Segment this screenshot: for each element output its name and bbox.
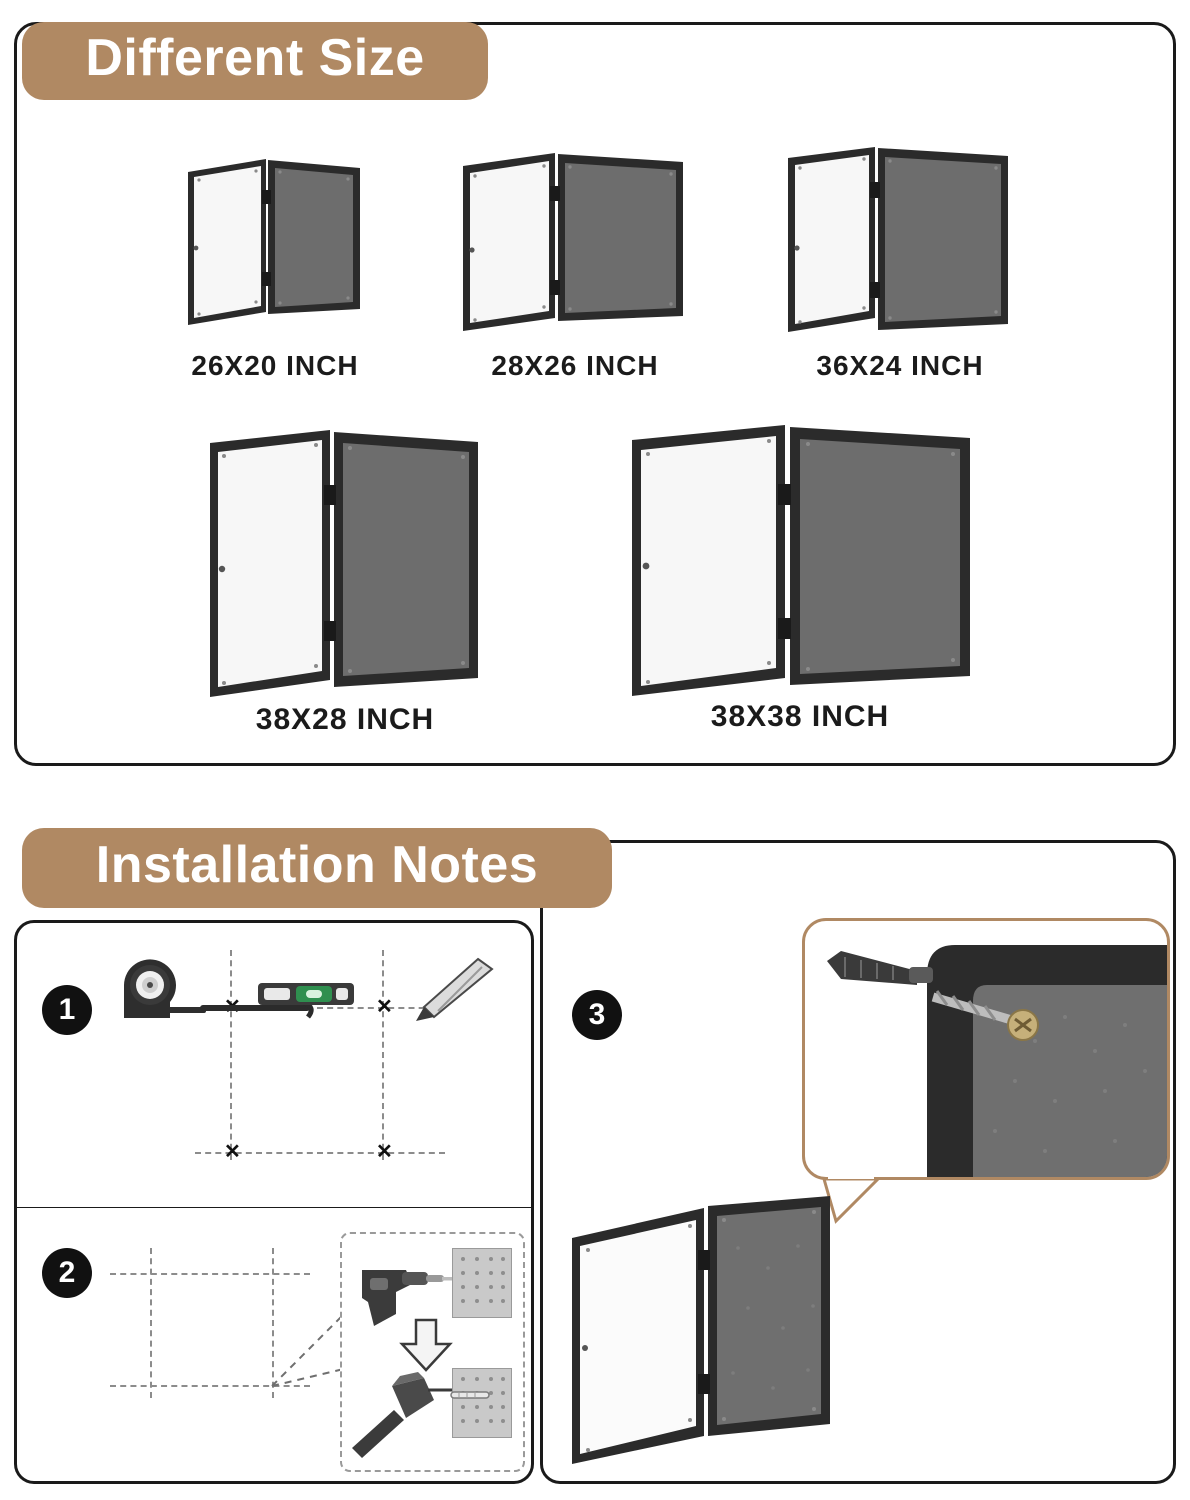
board-label-38x38: 38X38 INCH: [710, 700, 890, 733]
step-3-number: 3: [572, 990, 622, 1040]
step2-guide-vertical-left: [150, 1248, 152, 1398]
level-icon: [256, 975, 356, 1015]
wall-anchor-icon: [449, 1387, 493, 1403]
board-28x26-graphic: [455, 146, 695, 341]
board-26x20: [180, 152, 370, 381]
notice-board-graphic: [568, 1188, 848, 1478]
tape-measure-icon: [118, 955, 208, 1035]
board-36x24-graphic: [780, 142, 1020, 342]
step1-mark-bottom-right: ✕: [376, 1141, 393, 1163]
board-corner-icon: [805, 921, 1169, 1179]
section-title-different-size: Different Size: [22, 22, 488, 100]
board-label-28x26: 28X26 INCH: [491, 350, 659, 381]
different-size-panel: [14, 22, 1176, 766]
pencil-icon: [408, 955, 498, 1025]
step2-wall-swatch-drill: [452, 1248, 512, 1318]
board-28x26: [455, 146, 695, 381]
down-arrow-icon: [396, 1318, 456, 1374]
board-26x20-graphic: [180, 152, 370, 337]
board-36x24: [780, 142, 1020, 381]
board-38x28: [200, 425, 490, 736]
step2-guide-horizontal-top: [110, 1273, 310, 1275]
board-label-38x28: 38X28 INCH: [255, 703, 435, 736]
step2-wall-swatch-anchor: [452, 1368, 512, 1438]
board-label-36x24: 36X24 INCH: [816, 350, 984, 381]
step1-mark-top-right: ✕: [376, 996, 393, 1018]
step-1-number: 1: [42, 985, 92, 1035]
step-2-number: 2: [42, 1248, 92, 1298]
step1-guide-vertical-right: [382, 950, 384, 1160]
wall-anchor-icon: [827, 951, 933, 985]
step1-mark-bottom-left: ✕: [224, 1141, 241, 1163]
section-title-installation-notes: Installation Notes: [22, 828, 612, 908]
board-label-26x20: 26X20 INCH: [191, 350, 359, 381]
board-38x28-graphic: [200, 425, 490, 705]
board-38x38: [620, 420, 980, 733]
board-38x38-graphic: [620, 420, 980, 705]
step3-callout-bubble: [802, 918, 1170, 1180]
step1-guide-vertical-left: [230, 950, 232, 1160]
notice-board-icon: [568, 1188, 848, 1478]
